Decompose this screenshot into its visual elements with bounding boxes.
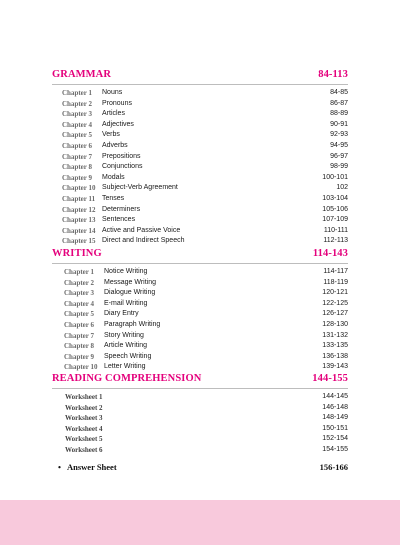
divider xyxy=(52,84,348,85)
toc-entry xyxy=(52,205,348,216)
entry-label: Chapter 9 xyxy=(62,173,93,182)
entry-pages: 94-95 xyxy=(330,141,348,149)
entry-pages: 107-109 xyxy=(322,216,348,224)
toc-entry xyxy=(52,278,348,289)
entry-title: Sentences xyxy=(102,216,136,224)
entry-pages: 136-138 xyxy=(322,352,348,360)
entry-label: Chapter 8 xyxy=(64,342,95,351)
toc-entry xyxy=(52,120,348,131)
toc-entry xyxy=(52,445,348,456)
toc-entry xyxy=(52,341,348,352)
entry-pages: 139-143 xyxy=(322,363,348,371)
section-heading xyxy=(52,373,348,387)
entry-title: Determiners xyxy=(102,205,141,213)
entry-title: Notice Writing xyxy=(104,268,148,275)
entry-pages: 84-85 xyxy=(330,89,348,96)
entry-pages: 102 xyxy=(336,184,348,192)
entry-title: Modals xyxy=(102,173,125,181)
toc-entry xyxy=(52,392,348,403)
entry-pages: 103-104 xyxy=(322,194,348,202)
toc-entry xyxy=(52,152,348,163)
entry-pages: 126-127 xyxy=(322,310,348,318)
section-title: READING COMPREHENSION xyxy=(52,373,202,384)
toc-entry xyxy=(52,309,348,320)
answer-sheet-entry xyxy=(58,462,348,474)
answer-sheet-pages: 156-166 xyxy=(319,462,348,472)
entry-label: Worksheet 4 xyxy=(65,424,103,433)
entry-title: Dialogue Writing xyxy=(104,289,156,297)
entry-label: Worksheet 5 xyxy=(65,435,103,444)
section-title: WRITING xyxy=(52,248,102,259)
entry-title: Adjectives xyxy=(102,120,134,128)
entry-pages: 105-106 xyxy=(322,205,348,213)
entry-title: Active and Passive Voice xyxy=(102,226,181,234)
entry-label: Chapter 6 xyxy=(62,141,93,150)
entry-pages: 98-99 xyxy=(330,163,348,171)
entry-title: Paragraph Writing xyxy=(104,320,161,328)
entry-label: Chapter 7 xyxy=(64,331,95,340)
entry-label: Chapter 2 xyxy=(62,99,93,108)
entry-label: Worksheet 6 xyxy=(65,445,103,454)
entry-pages: 100-101 xyxy=(322,173,348,181)
toc-entry xyxy=(52,130,348,141)
entry-label: Chapter 4 xyxy=(64,299,95,308)
entry-title: Diary Entry xyxy=(104,310,139,318)
entry-pages: 118-119 xyxy=(323,278,348,286)
toc-entry xyxy=(52,99,348,110)
entry-title: Tenses xyxy=(102,194,125,202)
section-pages: 114-143 xyxy=(312,248,348,259)
toc-entry xyxy=(52,413,348,424)
toc-entry xyxy=(52,109,348,120)
toc-entry xyxy=(52,403,348,414)
entry-pages: 88-89 xyxy=(330,110,348,118)
entry-title: Prepositions xyxy=(102,152,141,160)
entry-label: Chapter 1 xyxy=(64,268,95,276)
entry-label: Worksheet 3 xyxy=(65,414,103,423)
entry-pages: 110-111 xyxy=(323,226,348,234)
toc-entry xyxy=(52,236,348,247)
bullet: • xyxy=(58,462,61,472)
toc-entry xyxy=(52,226,348,237)
entry-label: Chapter 11 xyxy=(62,194,96,203)
toc-entry xyxy=(52,320,348,331)
toc-entry xyxy=(52,267,348,278)
entry-label: Chapter 3 xyxy=(64,289,95,298)
entry-title: Verbs xyxy=(102,131,120,139)
entry-pages: 128-130 xyxy=(322,320,348,328)
entry-label: Worksheet 1 xyxy=(65,393,103,401)
entry-label: Chapter 5 xyxy=(64,310,95,319)
entry-label: Chapter 5 xyxy=(62,131,93,140)
footer-band xyxy=(0,500,400,545)
answer-sheet-label: Answer Sheet xyxy=(67,462,117,472)
entry-pages: 133-135 xyxy=(322,342,348,350)
entry-label: Chapter 6 xyxy=(64,320,95,329)
entry-title: Message Writing xyxy=(104,278,157,286)
entry-pages: 90-91 xyxy=(330,120,348,128)
entry-label: Chapter 15 xyxy=(62,237,96,246)
toc-entry xyxy=(52,331,348,342)
toc-entry xyxy=(52,162,348,173)
entry-pages: 150-151 xyxy=(322,424,348,432)
entry-pages: 152-154 xyxy=(322,435,348,443)
entry-title: Speech Writing xyxy=(104,352,152,360)
section-writing xyxy=(52,248,348,373)
section-heading xyxy=(52,69,348,83)
toc-entry xyxy=(52,141,348,152)
section-grammar xyxy=(52,69,348,247)
entry-title: Story Writing xyxy=(104,331,144,339)
entry-label: Chapter 3 xyxy=(62,110,93,119)
divider xyxy=(52,388,348,389)
entry-pages: 144-145 xyxy=(322,393,348,400)
toc-entry xyxy=(52,288,348,299)
entry-pages: 114-117 xyxy=(323,268,348,275)
toc-entry xyxy=(52,299,348,310)
toc-entry xyxy=(52,183,348,194)
toc-entry xyxy=(52,434,348,445)
section-heading xyxy=(52,248,348,262)
entry-pages: 92-93 xyxy=(330,131,348,139)
entry-pages: 120-121 xyxy=(322,289,348,297)
entry-title: Subject-Verb Agreement xyxy=(102,184,178,192)
entry-pages: 131-132 xyxy=(322,331,348,339)
section-pages: 144-155 xyxy=(312,373,348,384)
entry-label: Chapter 13 xyxy=(62,216,96,225)
entry-label: Chapter 1 xyxy=(62,89,93,97)
entry-title: Letter Writing xyxy=(104,363,146,371)
entry-label: Chapter 4 xyxy=(62,120,93,129)
section-title: GRAMMAR xyxy=(52,69,112,80)
entry-pages: 154-155 xyxy=(322,445,348,453)
entry-label: Chapter 14 xyxy=(62,226,96,235)
entry-pages: 112-113 xyxy=(323,237,348,245)
entry-pages: 148-149 xyxy=(322,414,348,422)
entry-label: Worksheet 2 xyxy=(65,403,103,412)
entry-title: E-mail Writing xyxy=(104,299,148,307)
toc-entry xyxy=(52,173,348,184)
entry-label: Chapter 2 xyxy=(64,278,95,287)
toc-entry xyxy=(52,88,348,99)
entry-label: Chapter 8 xyxy=(62,163,93,172)
toc-entry xyxy=(52,362,348,373)
entry-label: Chapter 12 xyxy=(62,205,96,214)
divider xyxy=(52,263,348,264)
entry-label: Chapter 10 xyxy=(64,363,98,372)
entry-pages: 96-97 xyxy=(330,152,348,160)
section-pages: 84-113 xyxy=(318,69,348,80)
entry-title: Articles xyxy=(102,110,125,118)
entry-pages: 146-148 xyxy=(322,403,348,411)
toc-entry xyxy=(52,424,348,435)
entry-title: Conjunctions xyxy=(102,163,143,171)
entry-title: Article Writing xyxy=(104,342,148,350)
entry-title: Adverbs xyxy=(102,141,128,149)
entry-title: Nouns xyxy=(102,89,123,96)
toc-entry xyxy=(52,352,348,363)
entry-title: Direct and Indirect Speech xyxy=(102,237,185,245)
entry-label: Chapter 7 xyxy=(62,152,93,161)
entry-pages: 122-125 xyxy=(322,299,348,307)
entry-label: Chapter 10 xyxy=(62,184,96,193)
entry-pages: 86-87 xyxy=(330,99,348,107)
section-reading xyxy=(52,373,348,456)
entry-title: Pronouns xyxy=(102,99,132,107)
toc-entry xyxy=(52,215,348,226)
entry-label: Chapter 9 xyxy=(64,352,95,361)
toc-entry xyxy=(52,194,348,205)
